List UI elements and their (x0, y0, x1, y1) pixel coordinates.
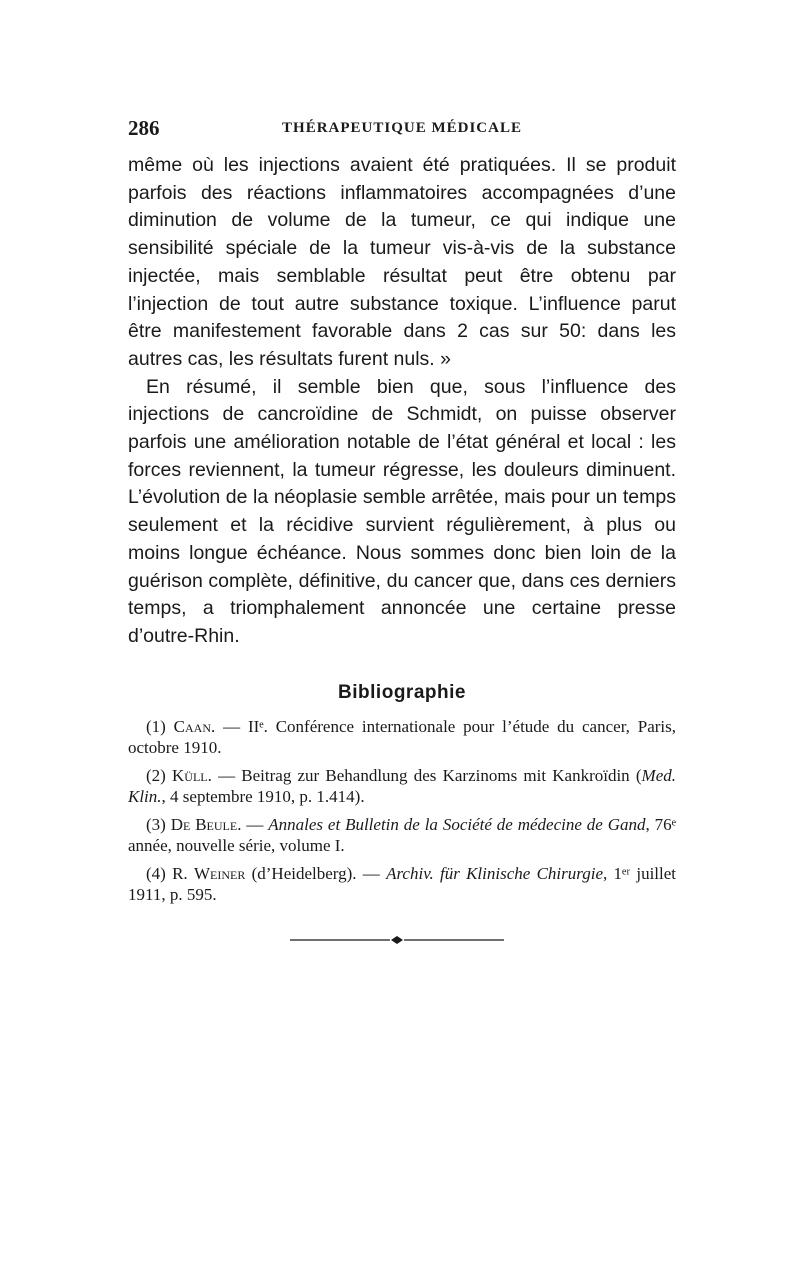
entry-italic: Annales et Bulletin de la Société de médecine de Gand (268, 815, 646, 834)
end-ornament (290, 936, 504, 944)
entry-author: Küll. (172, 766, 212, 785)
entry-text: IIᵉ. Conférence internationale pour l’étude du cancer, Paris, octobre 1910. (128, 717, 677, 757)
entry-number: (4) (146, 864, 166, 883)
entry-italic: Med. Klin. (128, 766, 677, 806)
paragraph: En résumé, il semble bien que, sous l’influence des injections de cancroïdine de Schmidt, on puisse observer parfois une amélioration notable de l’état général et local : les forces reviennent, la tumeur régresse, les douleurs diminuent. L’évolution de la néoplasie semble arrêtée, mais pour un temps seulement et la récidive survient régulièrement, à plus ou moins longue échéance. Nous sommes donc bien loin de la guérison complète, définitive, du cancer que, dans ces derniers temps, a triomphalement annoncée une certaine presse d’outre-Rhin. (128, 375, 676, 647)
entry-tail: , 76ᵉ année, nouvelle série, volume I. (128, 815, 677, 855)
running-title: THÉRAPEUTIQUE MÉDICALE (282, 120, 522, 136)
bibliography-entry (128, 765, 676, 807)
entry-author: De Beule. (170, 815, 242, 834)
bibliography-entry (128, 716, 676, 758)
bibliography-entry (128, 863, 676, 905)
entry-author-prefix: R. (172, 864, 194, 883)
bibliography-list (128, 716, 676, 912)
entry-text: Beitrag zur Behandlung des Karzinoms mit Kankroïdin ( (241, 766, 642, 785)
entry-number: (1) (146, 717, 166, 736)
entry-author: Weiner (193, 864, 246, 883)
entry-tail: , 1ᵉʳ juillet 1911, p. 595. (128, 864, 677, 904)
entry-italic: Archiv. für Klinische Chirurgie (386, 864, 604, 883)
entry-author: Caan. (173, 717, 216, 736)
entry-number: (3) (146, 815, 166, 834)
entry-number: (2) (146, 766, 166, 785)
bibliography-title: Bibliographie (338, 682, 466, 703)
entry-separator: — (241, 815, 269, 834)
bibliography-entry (128, 814, 676, 856)
body-text (128, 152, 676, 651)
entry-text: (d’Heidelberg). — (245, 864, 387, 883)
entry-separator: — (211, 766, 242, 785)
ornament-diamond (391, 936, 403, 944)
entry-tail: , 4 septembre 1910, p. 1.414). (161, 787, 365, 806)
paragraph: même où les injections avaient été pratiquées. Il se produit parfois des réactions inflammatoires accompagnées d’une diminution de volume de la tumeur, ce qui indique une sensibilité spéciale de la tumeur vis-à-vis de la substance injectée, mais semblable résultat peut être obtenu par l’injection de tout autre substance toxique. L’influence parut être manifestement favorable dans 2 cas sur 50: dans les autres cas, les résultats furent nuls. » (128, 154, 676, 370)
page-header (128, 116, 676, 146)
page-number: 286 (128, 116, 160, 140)
entry-separator: — (215, 717, 248, 736)
